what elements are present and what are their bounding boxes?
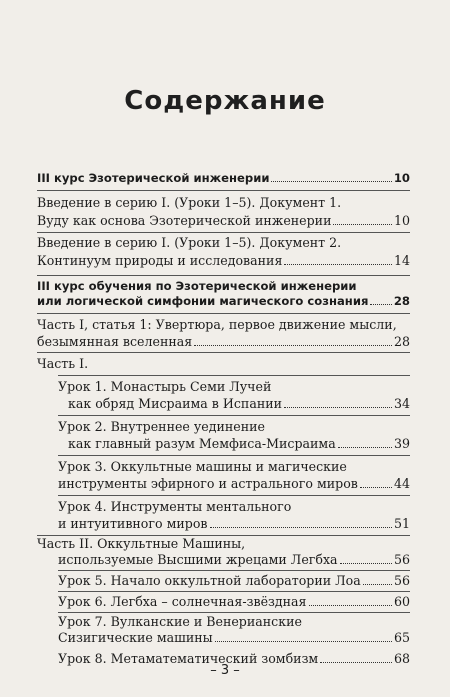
toc-entry[interactable] <box>58 476 410 492</box>
divider <box>58 495 410 496</box>
toc-entry-line: III курс обучения по Эзотерической инженерии <box>37 279 357 293</box>
toc-entry[interactable] <box>58 630 410 646</box>
toc-entry-line: Урок 7. Вулканские и Венерианские <box>58 614 302 629</box>
divider <box>37 190 410 191</box>
toc-entry-page: 60 <box>393 594 410 609</box>
toc-entry-title: и интуитивного миров <box>58 516 208 531</box>
toc-leader <box>210 527 392 528</box>
toc-entry-line: Урок 1. Монастырь Семи Лучей <box>58 379 272 394</box>
toc-leader <box>333 224 392 225</box>
page-number: – 3 – <box>210 663 240 678</box>
toc-entry-title: Континуум природы и исследования <box>37 253 283 268</box>
toc-entry-title: как главный разум Мемфиса-Мисраима <box>68 436 336 451</box>
toc-leader <box>363 584 392 585</box>
divider <box>37 313 410 314</box>
toc-entry-page: 65 <box>393 630 410 645</box>
toc-entry[interactable] <box>58 552 410 568</box>
toc-entry-line: Введение в серию I. (Уроки 1–5). Документ 2. <box>37 235 342 250</box>
toc-entry-page: 56 <box>393 573 410 588</box>
toc-entry-line: Часть I, статья 1: Увертюра, первое движение мысли, <box>37 317 397 332</box>
toc-entry-line: Урок 2. Внутреннее уединение <box>58 419 265 434</box>
divider <box>58 570 410 571</box>
toc-entry[interactable] <box>37 213 410 229</box>
toc-leader <box>271 181 391 182</box>
toc-entry-title: Урок 6. Легбха – солнечная-звёздная <box>58 594 307 609</box>
toc-leader <box>338 447 392 448</box>
divider <box>58 612 410 613</box>
toc-entry[interactable] <box>37 334 410 350</box>
toc-entry-title: III курс Эзотерической инженерии <box>37 171 270 185</box>
toc-entry[interactable] <box>68 396 410 412</box>
divider <box>58 591 410 592</box>
toc-entry-page: 14 <box>393 253 410 268</box>
toc-entry[interactable] <box>58 573 410 589</box>
toc-leader <box>284 407 392 408</box>
toc-section-heading: Часть I. <box>37 356 89 371</box>
toc-entry-title: как обряд Мисраима в Испании <box>68 396 283 411</box>
toc-entry-page: 51 <box>393 516 410 531</box>
divider <box>37 352 410 353</box>
toc-leader <box>360 487 392 488</box>
toc-leader <box>309 605 392 606</box>
toc-entry[interactable] <box>37 170 410 186</box>
toc-leader <box>370 304 391 305</box>
toc-entry-page: 44 <box>393 476 410 491</box>
divider <box>58 375 410 376</box>
toc-entry-page: 56 <box>393 552 410 567</box>
toc-entry-title: или логической симфонии магического сознания <box>37 294 369 308</box>
divider <box>37 232 410 233</box>
toc-entry-page: 39 <box>393 436 410 451</box>
toc-entry[interactable] <box>37 293 410 309</box>
toc-leader <box>284 264 392 265</box>
toc-entry-title: безымянная вселенная <box>37 334 193 349</box>
toc-entry[interactable] <box>37 253 410 269</box>
toc-entry-line: Урок 3. Оккультные машины и магические <box>58 459 347 474</box>
toc-entry-title: Вуду как основа Эзотерической инженерии <box>37 213 332 228</box>
toc-entry-page: 68 <box>393 651 410 666</box>
toc-leader <box>194 345 392 346</box>
toc-entry-page: 10 <box>393 171 410 185</box>
toc-entry-title: Урок 8. Метаматематический зомбизм <box>58 651 319 666</box>
toc-entry-title: инструменты эфирного и астрального миров <box>58 476 358 491</box>
toc-entry-line: Урок 4. Инструменты ментального <box>58 499 292 514</box>
toc-entry-line: Введение в серию I. (Уроки 1–5). Документ 1. <box>37 195 342 210</box>
toc-entry[interactable] <box>58 516 410 532</box>
toc-entry[interactable] <box>58 594 410 610</box>
toc-entry-title: Урок 5. Начало оккультной лаборатории Лоа <box>58 573 361 588</box>
toc-entry-title: Сизигические машины <box>58 630 213 645</box>
toc-entry-title: используемые Высшими жрецами Легбха <box>58 552 338 567</box>
toc-leader <box>215 641 392 642</box>
toc-entry-page: 28 <box>393 294 410 308</box>
divider <box>58 415 410 416</box>
toc-entry-line: Часть II. Оккультные Машины, <box>37 536 246 551</box>
divider <box>58 455 410 456</box>
toc-entry-page: 10 <box>393 213 410 228</box>
toc-leader <box>340 563 392 564</box>
toc-entry-page: 34 <box>393 396 410 411</box>
divider <box>37 275 410 276</box>
page-title: Содержание <box>124 86 326 116</box>
toc-entry-page: 28 <box>393 334 410 349</box>
toc-entry[interactable] <box>68 436 410 452</box>
